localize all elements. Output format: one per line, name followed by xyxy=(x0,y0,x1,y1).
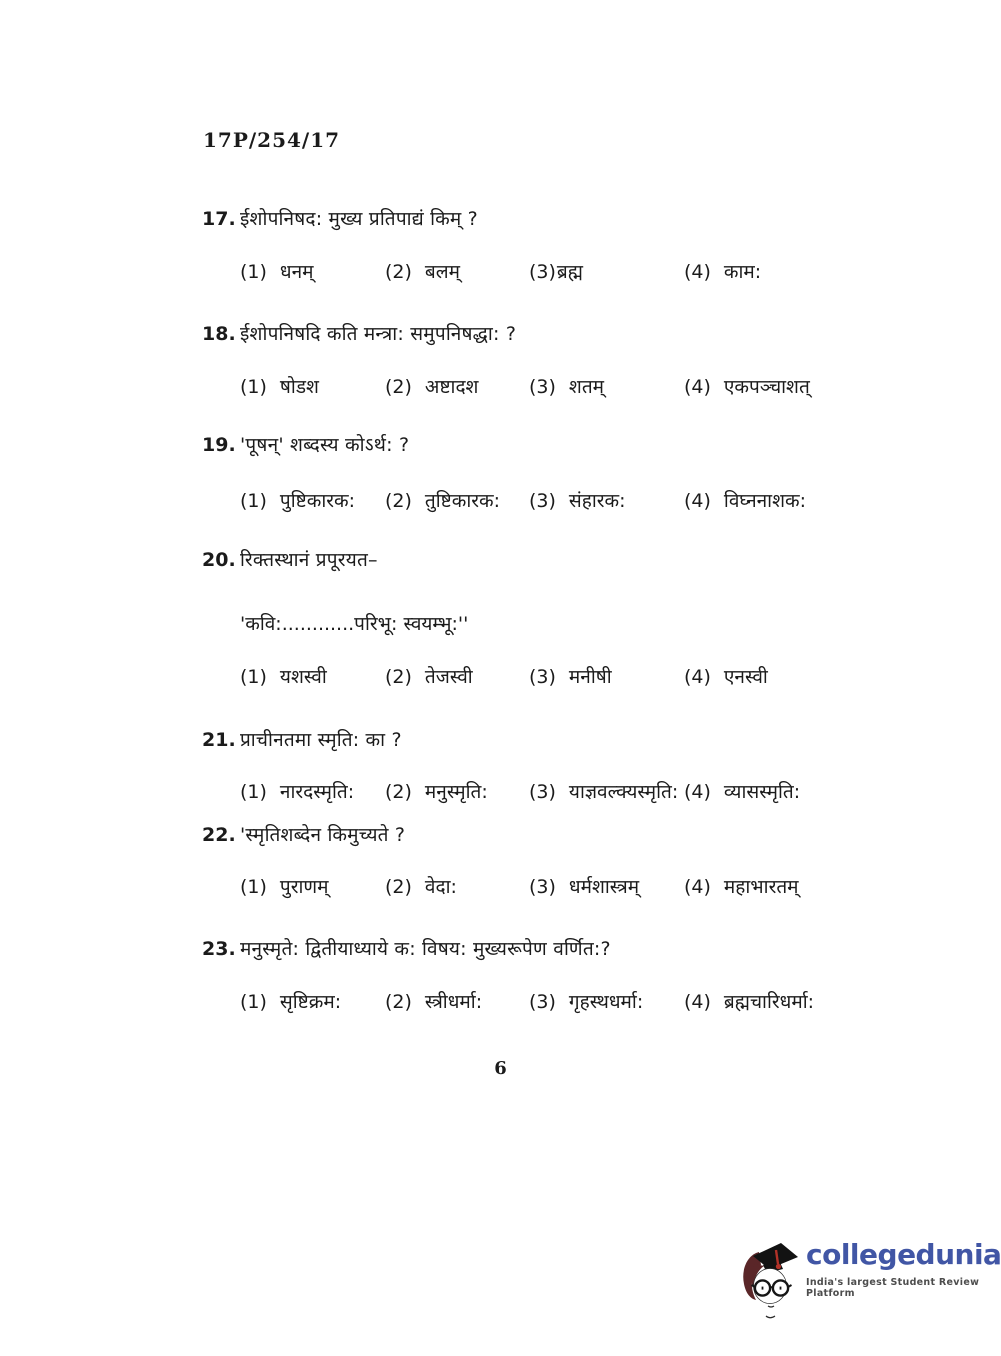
brand-name: collegedunia xyxy=(806,1238,1001,1271)
question-number: 21. xyxy=(202,729,236,751)
option-3 xyxy=(529,778,684,804)
question-number: 22. xyxy=(202,824,236,846)
option-number: (4) xyxy=(684,376,711,398)
option-2 xyxy=(385,258,529,284)
option-text: शतम् xyxy=(568,376,605,398)
option-1 xyxy=(240,663,385,689)
option-1 xyxy=(240,988,385,1014)
brand-row xyxy=(806,1240,1001,1272)
question-text: रिक्तस्थानं प्रपूरयत– xyxy=(240,549,378,571)
option-text: षोडश xyxy=(279,376,319,398)
option-number: (3) xyxy=(529,376,556,398)
question-17 xyxy=(202,205,478,231)
collegedunia-mascot-icon xyxy=(741,1240,799,1326)
option-text: मनुस्मृति: xyxy=(424,781,488,803)
option-text: वेदा: xyxy=(424,876,457,898)
option-text: नारदस्मृति: xyxy=(279,781,355,803)
option-text: पुष्टिकारक: xyxy=(279,490,356,512)
question-19-options xyxy=(240,487,806,513)
question-text: ईशोपनिषद: मुख्य प्रतिपाद्यं किम् ? xyxy=(240,208,478,230)
page-number: 6 xyxy=(494,1058,507,1079)
option-number: (2) xyxy=(385,490,412,512)
option-number: (3) xyxy=(529,991,556,1013)
option-text: सृष्टिक्रम: xyxy=(279,991,342,1013)
option-4 xyxy=(684,873,799,899)
option-2 xyxy=(385,778,529,804)
question-19 xyxy=(202,431,409,457)
option-text: स्त्रीधर्मा: xyxy=(424,991,483,1013)
question-text: 'स्मृतिशब्देन किमुच्यते ? xyxy=(240,824,406,846)
option-2 xyxy=(385,487,529,513)
option-3 xyxy=(529,373,684,399)
option-number: (3) xyxy=(529,261,556,283)
option-number: (4) xyxy=(684,991,711,1013)
option-2 xyxy=(385,373,529,399)
question-number: 20. xyxy=(202,549,236,571)
question-text: 'पूषन्' शब्दस्य कोऽर्थ: ? xyxy=(240,434,410,456)
option-text: काम: xyxy=(723,261,762,283)
question-17-options xyxy=(240,258,761,284)
option-number: (2) xyxy=(385,991,412,1013)
question-text: मनुस्मृते: द्वितीयाध्याये क: विषय: मुख्यरूपेण वर्णित:? xyxy=(240,938,611,960)
question-22 xyxy=(202,821,405,847)
option-text: याज्ञवल्क्यस्मृति: xyxy=(568,781,679,803)
option-number: (3) xyxy=(529,666,556,688)
option-text: व्यासस्मृति: xyxy=(723,781,801,803)
brand-tagline: India's largest Student Review Platform xyxy=(806,1277,980,1300)
option-number: (3) xyxy=(529,876,556,898)
option-4 xyxy=(684,663,768,689)
option-number: (1) xyxy=(240,991,267,1013)
option-number: (2) xyxy=(385,376,412,398)
option-text: विघ्ननाशक: xyxy=(723,490,807,512)
option-number: (2) xyxy=(385,666,412,688)
option-text: महाभारतम् xyxy=(723,876,799,898)
option-number: (4) xyxy=(684,781,711,803)
option-number: (3) xyxy=(529,781,556,803)
question-20-quote: 'कवि:............परिभू: स्वयम्भू:'' xyxy=(240,613,469,635)
question-number: 17. xyxy=(202,208,236,230)
option-text: संहारक: xyxy=(568,490,626,512)
option-text: ब्रह्म xyxy=(556,261,583,283)
option-text: धनम् xyxy=(279,261,314,283)
option-3 xyxy=(529,988,684,1014)
option-number: (4) xyxy=(684,666,711,688)
question-21-options xyxy=(240,778,800,804)
option-4 xyxy=(684,373,810,399)
question-23-options xyxy=(240,988,814,1014)
option-number: (4) xyxy=(684,876,711,898)
question-18 xyxy=(202,320,516,346)
question-23 xyxy=(202,935,611,961)
option-text: पुराणम् xyxy=(279,876,329,898)
option-text: मनीषी xyxy=(568,666,612,688)
option-2 xyxy=(385,988,529,1014)
option-number: (1) xyxy=(240,376,267,398)
question-text: ईशोपनिषदि कति मन्त्रा: समुपनिषद्धा: ? xyxy=(240,323,517,345)
question-20-options xyxy=(240,663,768,689)
option-number: (1) xyxy=(240,490,267,512)
option-1 xyxy=(240,487,385,513)
option-number: (2) xyxy=(385,261,412,283)
question-text: प्राचीनतमा स्मृति: का ? xyxy=(240,729,402,751)
option-4 xyxy=(684,778,800,804)
option-3 xyxy=(529,873,684,899)
option-text: धर्मशास्त्रम् xyxy=(568,876,640,898)
logo-text-block xyxy=(806,1240,1001,1299)
question-number: 23. xyxy=(202,938,236,960)
option-4 xyxy=(684,258,761,284)
question-20 xyxy=(202,546,378,572)
option-4 xyxy=(684,487,806,513)
question-18-options xyxy=(240,373,810,399)
option-text: बलम् xyxy=(424,261,461,283)
option-number: (4) xyxy=(684,490,711,512)
collegedunia-logo xyxy=(741,1240,1001,1326)
option-1 xyxy=(240,778,385,804)
option-4 xyxy=(684,988,814,1014)
option-1 xyxy=(240,873,385,899)
option-text: एकपञ्चाशत् xyxy=(723,376,810,398)
option-number: (2) xyxy=(385,781,412,803)
option-number: (1) xyxy=(240,876,267,898)
option-text: तेजस्वी xyxy=(424,666,473,688)
option-2 xyxy=(385,663,529,689)
option-3 xyxy=(529,487,684,513)
option-1 xyxy=(240,373,385,399)
option-1 xyxy=(240,258,385,284)
question-number: 19. xyxy=(202,434,236,456)
option-number: (1) xyxy=(240,261,267,283)
option-text: गृहस्थधर्मा: xyxy=(568,991,644,1013)
option-3 xyxy=(529,663,684,689)
option-2 xyxy=(385,873,529,899)
option-text: तुष्टिकारक: xyxy=(424,490,501,512)
option-number: (3) xyxy=(529,490,556,512)
option-number: (1) xyxy=(240,781,267,803)
option-number: (1) xyxy=(240,666,267,688)
question-number: 18. xyxy=(202,323,236,345)
option-text: एनस्वी xyxy=(723,666,768,688)
option-text: यशस्वी xyxy=(279,666,327,688)
option-text: अष्टादश xyxy=(424,376,479,398)
option-3 xyxy=(529,258,684,284)
question-22-options xyxy=(240,873,799,899)
option-text: ब्रह्मचारिधर्मा: xyxy=(723,991,815,1013)
question-21 xyxy=(202,726,402,752)
option-number: (2) xyxy=(385,876,412,898)
paper-code: 17P/254/17 xyxy=(203,128,341,152)
option-number: (4) xyxy=(684,261,711,283)
